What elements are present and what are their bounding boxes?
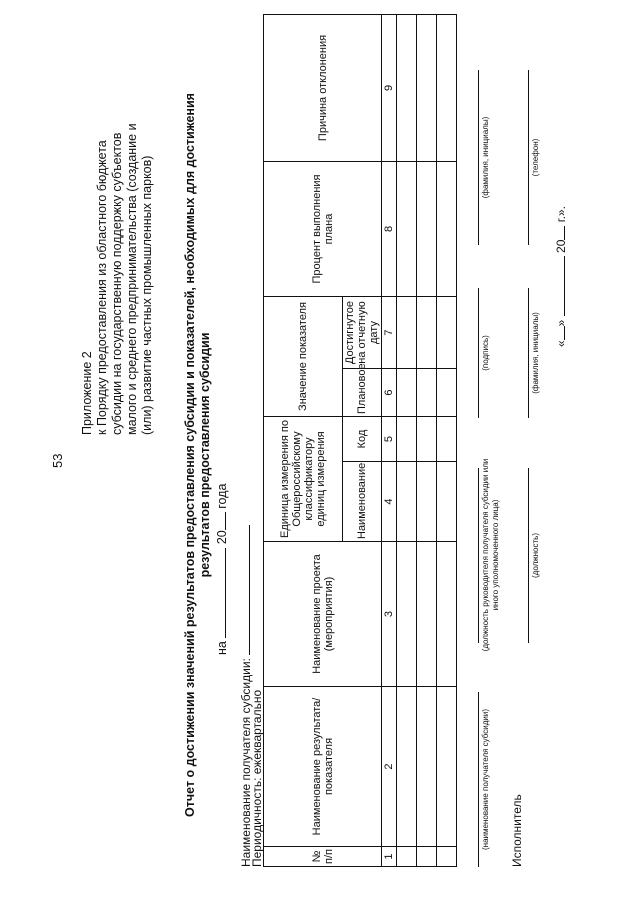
year-prefix: 20 xyxy=(215,530,229,545)
executor-label: Исполнитель xyxy=(510,794,524,867)
appendix-line: малого и среднего предпринимательства (создание и xyxy=(125,123,139,435)
column-number: 7 xyxy=(382,296,397,368)
table-cell[interactable] xyxy=(437,462,457,542)
report-title-line1: Отчет о достижении значений результатов предоставления субсидии и показателей, необходимых для достижения xyxy=(183,93,197,817)
header-value: Значение показателя xyxy=(264,296,343,416)
executor-fio-caption: (фамилия, инициалы) xyxy=(531,312,540,394)
table-cell[interactable] xyxy=(437,542,457,687)
signature-line[interactable] xyxy=(478,288,479,418)
table-cell[interactable] xyxy=(417,296,437,368)
table-cell[interactable] xyxy=(397,542,417,687)
column-number: 6 xyxy=(382,369,397,417)
year-blank xyxy=(214,512,226,530)
table-cell[interactable] xyxy=(417,417,437,462)
header-reason: Причина отклонения xyxy=(264,14,382,161)
recipient-signature-line[interactable] xyxy=(478,692,479,867)
table-cell[interactable] xyxy=(397,296,417,368)
table-cell[interactable] xyxy=(397,161,417,296)
head-position-caption: (должность руководителя получателя субсидии или иного уполномоченного лица) xyxy=(481,458,500,652)
table-cell[interactable] xyxy=(417,369,437,417)
report-table xyxy=(263,14,457,867)
appendix-line: Приложение 2 xyxy=(80,351,94,435)
report-title xyxy=(183,45,213,865)
column-number-row xyxy=(382,14,397,866)
header-project: Наименование проекта (мероприятия) xyxy=(264,542,382,687)
table-cell[interactable] xyxy=(417,14,437,161)
executor-phone-line[interactable] xyxy=(528,70,529,245)
header-unit-name: Наименование xyxy=(343,462,382,542)
table-cell[interactable] xyxy=(417,847,437,867)
table-cell[interactable] xyxy=(437,417,457,462)
executor-position-caption: (должность) xyxy=(531,533,540,578)
table-cell[interactable] xyxy=(437,847,457,867)
column-number: 3 xyxy=(382,542,397,687)
date-close-quote: » xyxy=(554,319,568,327)
signature-caption: (подпись) xyxy=(481,335,490,371)
executor-fio-line[interactable] xyxy=(528,288,529,418)
executor-phone-caption: (телефон) xyxy=(531,138,540,177)
recipient-blank xyxy=(238,525,250,655)
table-cell[interactable] xyxy=(417,687,437,847)
table-cell[interactable] xyxy=(437,161,457,296)
column-number: 1 xyxy=(382,847,397,867)
column-number: 2 xyxy=(382,687,397,847)
report-title-line2: результатов предоставления субсидии xyxy=(198,332,212,578)
day-blank[interactable] xyxy=(553,326,565,340)
header-value-actual: Достигнутое на отчетную дату xyxy=(343,296,382,368)
header-percent: Процент выполнения плана xyxy=(264,161,382,296)
periodicity: Периодичность: ежеквартально xyxy=(250,689,264,867)
table-row xyxy=(437,14,457,866)
table-cell[interactable] xyxy=(417,462,437,542)
report-period xyxy=(214,484,229,655)
fio-line[interactable] xyxy=(478,70,479,245)
appendix-header xyxy=(80,55,155,435)
table-cell[interactable] xyxy=(437,14,457,161)
year-blank[interactable] xyxy=(553,226,565,240)
head-position-line[interactable] xyxy=(478,468,479,643)
column-number: 8 xyxy=(382,161,397,296)
column-number: 4 xyxy=(382,462,397,542)
table-cell[interactable] xyxy=(417,161,437,296)
recipient-caption: (наименование получателя субсидии) xyxy=(481,709,490,850)
page-number: 53 xyxy=(50,453,65,468)
table-cell[interactable] xyxy=(437,296,457,368)
table-cell[interactable] xyxy=(397,14,417,161)
appendix-line: (или) развитие частных промышленных парков) xyxy=(140,155,154,435)
table-cell[interactable] xyxy=(417,542,437,687)
period-prefix: на xyxy=(215,641,229,655)
date-year-suffix: г.». xyxy=(554,205,568,223)
date-year-prefix: 20 xyxy=(554,239,568,253)
year-suffix: года xyxy=(215,483,229,509)
month-blank[interactable] xyxy=(553,256,565,316)
column-number: 5 xyxy=(382,417,397,462)
appendix-line: к Порядку предоставления из областного бюджета xyxy=(95,140,109,435)
table-row xyxy=(397,14,417,866)
header-value-plan: Плановое xyxy=(343,369,382,417)
executor-position-line[interactable] xyxy=(528,468,529,643)
fio-caption: (фамилия, инициалы) xyxy=(481,116,490,199)
table-cell[interactable] xyxy=(397,847,417,867)
header-unit: Единица измерения по Общероссийскому классификатору единиц измерения xyxy=(264,417,343,542)
table-cell[interactable] xyxy=(397,369,417,417)
header-result: Наименование результата/ показателя xyxy=(264,687,382,847)
table-cell[interactable] xyxy=(437,687,457,847)
table-cell[interactable] xyxy=(397,417,417,462)
header-number: № п/п xyxy=(264,847,382,867)
date-line xyxy=(553,206,568,347)
table-cell[interactable] xyxy=(437,369,457,417)
period-blank xyxy=(214,548,226,638)
header-unit-code: Код xyxy=(343,417,382,462)
appendix-line: субсидии на государственную поддержку субъектов xyxy=(110,132,124,435)
table-cell[interactable] xyxy=(397,687,417,847)
date-open-quote: « xyxy=(554,340,568,347)
recipient-label: Наименование получателя субсидии: xyxy=(238,525,253,867)
table-row xyxy=(417,14,437,866)
table-cell[interactable] xyxy=(397,462,417,542)
column-number: 9 xyxy=(382,14,397,161)
